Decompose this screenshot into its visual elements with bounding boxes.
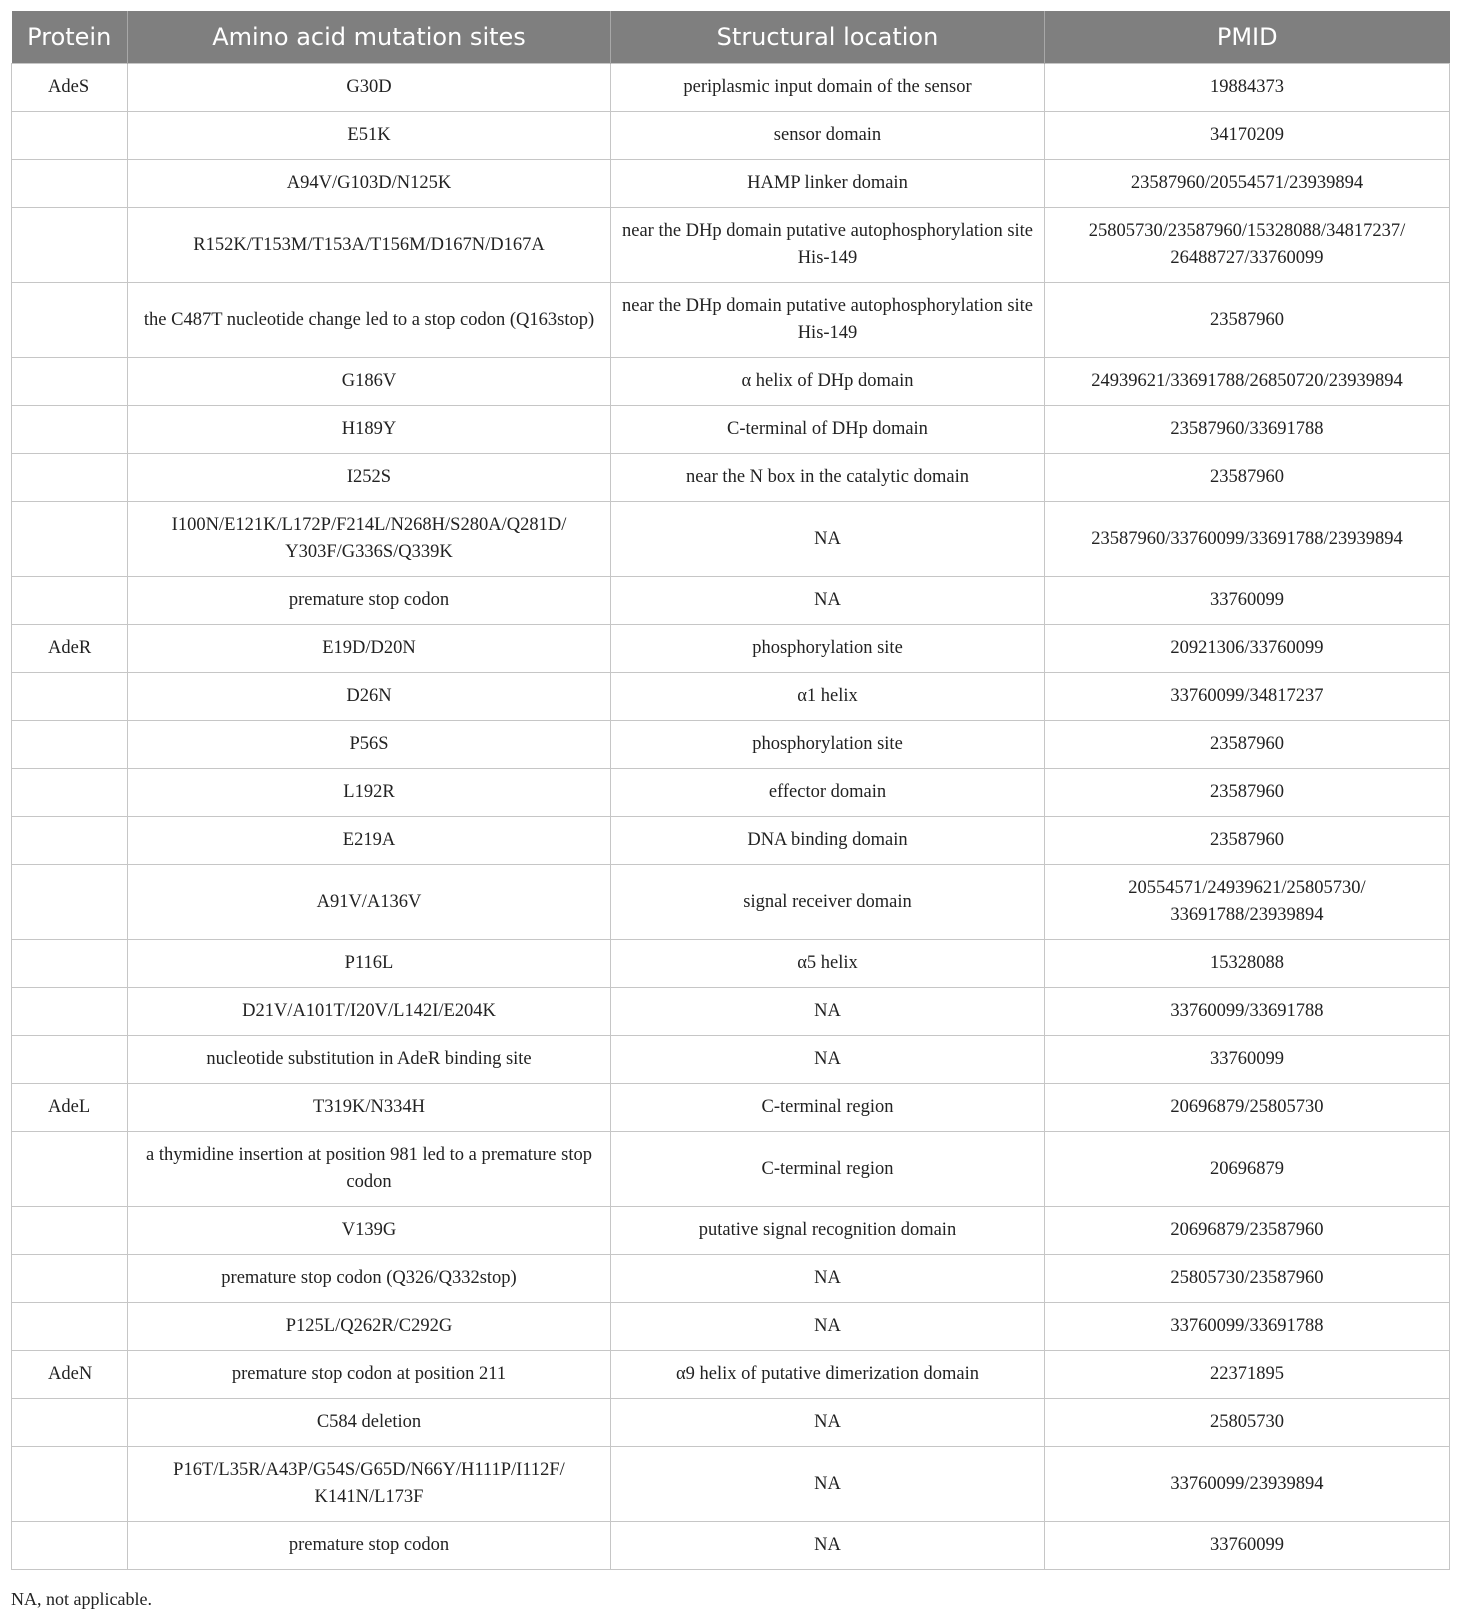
table-row <box>12 721 1450 769</box>
cell-protein <box>12 1132 128 1207</box>
table-row <box>12 1399 1450 1447</box>
table-body <box>12 64 1450 1570</box>
header-row <box>12 11 1450 64</box>
cell-protein: AdeS <box>12 64 128 112</box>
cell-protein: AdeR <box>12 625 128 673</box>
cell-protein <box>12 502 128 577</box>
cell-pmid: 23587960 <box>1045 769 1450 817</box>
cell-pmid: 33760099/34817237 <box>1045 673 1450 721</box>
cell-structural-location: α helix of DHp domain <box>611 358 1045 406</box>
cell-protein <box>12 988 128 1036</box>
cell-mutation-sites: P116L <box>128 940 611 988</box>
cell-mutation-sites: A91V/A136V <box>128 865 611 940</box>
cell-pmid: 33760099 <box>1045 1036 1450 1084</box>
cell-mutation-sites: P56S <box>128 721 611 769</box>
cell-pmid: 20696879/25805730 <box>1045 1084 1450 1132</box>
header-protein: Protein <box>12 11 128 64</box>
cell-pmid: 25805730/23587960/15328088/34817237/ 26488727/33760099 <box>1045 208 1450 283</box>
table-header <box>12 11 1450 64</box>
cell-mutation-sites: premature stop codon <box>128 1522 611 1570</box>
cell-structural-location: NA <box>611 1303 1045 1351</box>
cell-pmid: 23587960/33760099/33691788/23939894 <box>1045 502 1450 577</box>
cell-pmid: 33760099/33691788 <box>1045 988 1450 1036</box>
table-row <box>12 1522 1450 1570</box>
cell-pmid: 33760099/33691788 <box>1045 1303 1450 1351</box>
cell-mutation-sites: premature stop codon (Q326/Q332stop) <box>128 1255 611 1303</box>
cell-pmid: 23587960 <box>1045 817 1450 865</box>
cell-structural-location: near the DHp domain putative autophosphorylation site His-149 <box>611 283 1045 358</box>
cell-structural-location: NA <box>611 502 1045 577</box>
cell-pmid: 23587960 <box>1045 283 1450 358</box>
cell-mutation-sites: premature stop codon at position 211 <box>128 1351 611 1399</box>
cell-mutation-sites: R152K/T153M/T153A/T156M/D167N/D167A <box>128 208 611 283</box>
cell-protein <box>12 208 128 283</box>
cell-structural-location: near the DHp domain putative autophosphorylation site His-149 <box>611 208 1045 283</box>
cell-mutation-sites: T319K/N334H <box>128 1084 611 1132</box>
table-row <box>12 112 1450 160</box>
cell-protein <box>12 160 128 208</box>
cell-protein <box>12 817 128 865</box>
table-row <box>12 865 1450 940</box>
cell-structural-location: C-terminal of DHp domain <box>611 406 1045 454</box>
cell-protein <box>12 283 128 358</box>
cell-pmid: 20554571/24939621/25805730/ 33691788/23939894 <box>1045 865 1450 940</box>
cell-structural-location: phosphorylation site <box>611 625 1045 673</box>
table-row <box>12 817 1450 865</box>
cell-structural-location: putative signal recognition domain <box>611 1207 1045 1255</box>
header-pmid: PMID <box>1045 11 1450 64</box>
cell-structural-location: effector domain <box>611 769 1045 817</box>
cell-structural-location: C-terminal region <box>611 1132 1045 1207</box>
table-row <box>12 283 1450 358</box>
cell-structural-location: phosphorylation site <box>611 721 1045 769</box>
table-row <box>12 988 1450 1036</box>
table-row <box>12 1132 1450 1207</box>
cell-structural-location: HAMP linker domain <box>611 160 1045 208</box>
cell-protein <box>12 673 128 721</box>
cell-pmid: 23587960/33691788 <box>1045 406 1450 454</box>
cell-mutation-sites: C584 deletion <box>128 1399 611 1447</box>
cell-pmid: 19884373 <box>1045 64 1450 112</box>
table-row <box>12 940 1450 988</box>
cell-protein <box>12 112 128 160</box>
cell-pmid: 22371895 <box>1045 1351 1450 1399</box>
mutation-table <box>11 11 1450 1570</box>
cell-mutation-sites: E219A <box>128 817 611 865</box>
cell-mutation-sites: G186V <box>128 358 611 406</box>
table-row <box>12 1255 1450 1303</box>
cell-protein <box>12 406 128 454</box>
cell-mutation-sites: the C487T nucleotide change led to a stop codon (Q163stop) <box>128 283 611 358</box>
cell-mutation-sites: P16T/L35R/A43P/G54S/G65D/N66Y/H111P/I112F/ K141N/L173F <box>128 1447 611 1522</box>
cell-structural-location: periplasmic input domain of the sensor <box>611 64 1045 112</box>
cell-structural-location: NA <box>611 1447 1045 1522</box>
cell-protein <box>12 577 128 625</box>
cell-structural-location: α1 helix <box>611 673 1045 721</box>
cell-protein <box>12 454 128 502</box>
cell-mutation-sites: A94V/G103D/N125K <box>128 160 611 208</box>
cell-structural-location: NA <box>611 1399 1045 1447</box>
cell-mutation-sites: D21V/A101T/I20V/L142I/E204K <box>128 988 611 1036</box>
cell-pmid: 25805730/23587960 <box>1045 1255 1450 1303</box>
cell-structural-location: signal receiver domain <box>611 865 1045 940</box>
cell-pmid: 15328088 <box>1045 940 1450 988</box>
cell-mutation-sites: a thymidine insertion at position 981 led to a premature stop codon <box>128 1132 611 1207</box>
header-structural-location: Structural location <box>611 11 1045 64</box>
cell-pmid: 33760099/23939894 <box>1045 1447 1450 1522</box>
cell-structural-location: NA <box>611 1255 1045 1303</box>
cell-structural-location: α9 helix of putative dimerization domain <box>611 1351 1045 1399</box>
table-row <box>12 1303 1450 1351</box>
cell-pmid: 23587960 <box>1045 721 1450 769</box>
table-row <box>12 577 1450 625</box>
table-row <box>12 160 1450 208</box>
table-row <box>12 625 1450 673</box>
cell-protein <box>12 769 128 817</box>
cell-structural-location: sensor domain <box>611 112 1045 160</box>
table-row <box>12 208 1450 283</box>
table-row <box>12 1207 1450 1255</box>
cell-structural-location: NA <box>611 988 1045 1036</box>
header-mutation-sites: Amino acid mutation sites <box>128 11 611 64</box>
cell-mutation-sites: E19D/D20N <box>128 625 611 673</box>
cell-mutation-sites: G30D <box>128 64 611 112</box>
cell-protein <box>12 1399 128 1447</box>
table-row <box>12 769 1450 817</box>
table-row <box>12 502 1450 577</box>
cell-mutation-sites: L192R <box>128 769 611 817</box>
cell-protein: AdeN <box>12 1351 128 1399</box>
cell-pmid: 20696879 <box>1045 1132 1450 1207</box>
table-row <box>12 454 1450 502</box>
cell-structural-location: near the N box in the catalytic domain <box>611 454 1045 502</box>
cell-protein <box>12 1036 128 1084</box>
cell-pmid: 25805730 <box>1045 1399 1450 1447</box>
cell-mutation-sites: V139G <box>128 1207 611 1255</box>
cell-pmid: 33760099 <box>1045 577 1450 625</box>
cell-pmid: 20696879/23587960 <box>1045 1207 1450 1255</box>
table-row <box>12 1447 1450 1522</box>
cell-protein <box>12 1522 128 1570</box>
cell-mutation-sites: E51K <box>128 112 611 160</box>
table-row <box>12 1351 1450 1399</box>
table-row <box>12 1084 1450 1132</box>
cell-pmid: 23587960 <box>1045 454 1450 502</box>
cell-protein: AdeL <box>12 1084 128 1132</box>
cell-mutation-sites: I252S <box>128 454 611 502</box>
table-row <box>12 64 1450 112</box>
table-row <box>12 358 1450 406</box>
cell-protein <box>12 1303 128 1351</box>
cell-mutation-sites: P125L/Q262R/C292G <box>128 1303 611 1351</box>
cell-protein <box>12 1255 128 1303</box>
table-row <box>12 1036 1450 1084</box>
cell-mutation-sites: H189Y <box>128 406 611 454</box>
cell-structural-location: NA <box>611 1036 1045 1084</box>
cell-protein <box>12 1447 128 1522</box>
cell-structural-location: DNA binding domain <box>611 817 1045 865</box>
cell-structural-location: C-terminal region <box>611 1084 1045 1132</box>
cell-pmid: 24939621/33691788/26850720/23939894 <box>1045 358 1450 406</box>
cell-protein <box>12 721 128 769</box>
cell-protein <box>12 940 128 988</box>
cell-structural-location: NA <box>611 1522 1045 1570</box>
cell-pmid: 20921306/33760099 <box>1045 625 1450 673</box>
cell-pmid: 33760099 <box>1045 1522 1450 1570</box>
table-row <box>12 673 1450 721</box>
footnote: NA, not applicable. <box>11 1589 152 1609</box>
mutation-table-container <box>11 11 1449 1570</box>
cell-pmid: 23587960/20554571/23939894 <box>1045 160 1450 208</box>
cell-mutation-sites: premature stop codon <box>128 577 611 625</box>
cell-protein <box>12 865 128 940</box>
table-row <box>12 406 1450 454</box>
cell-pmid: 34170209 <box>1045 112 1450 160</box>
cell-protein <box>12 358 128 406</box>
cell-protein <box>12 1207 128 1255</box>
cell-structural-location: α5 helix <box>611 940 1045 988</box>
cell-mutation-sites: I100N/E121K/L172P/F214L/N268H/S280A/Q281D/ Y303F/G336S/Q339K <box>128 502 611 577</box>
cell-mutation-sites: nucleotide substitution in AdeR binding site <box>128 1036 611 1084</box>
cell-mutation-sites: D26N <box>128 673 611 721</box>
cell-structural-location: NA <box>611 577 1045 625</box>
